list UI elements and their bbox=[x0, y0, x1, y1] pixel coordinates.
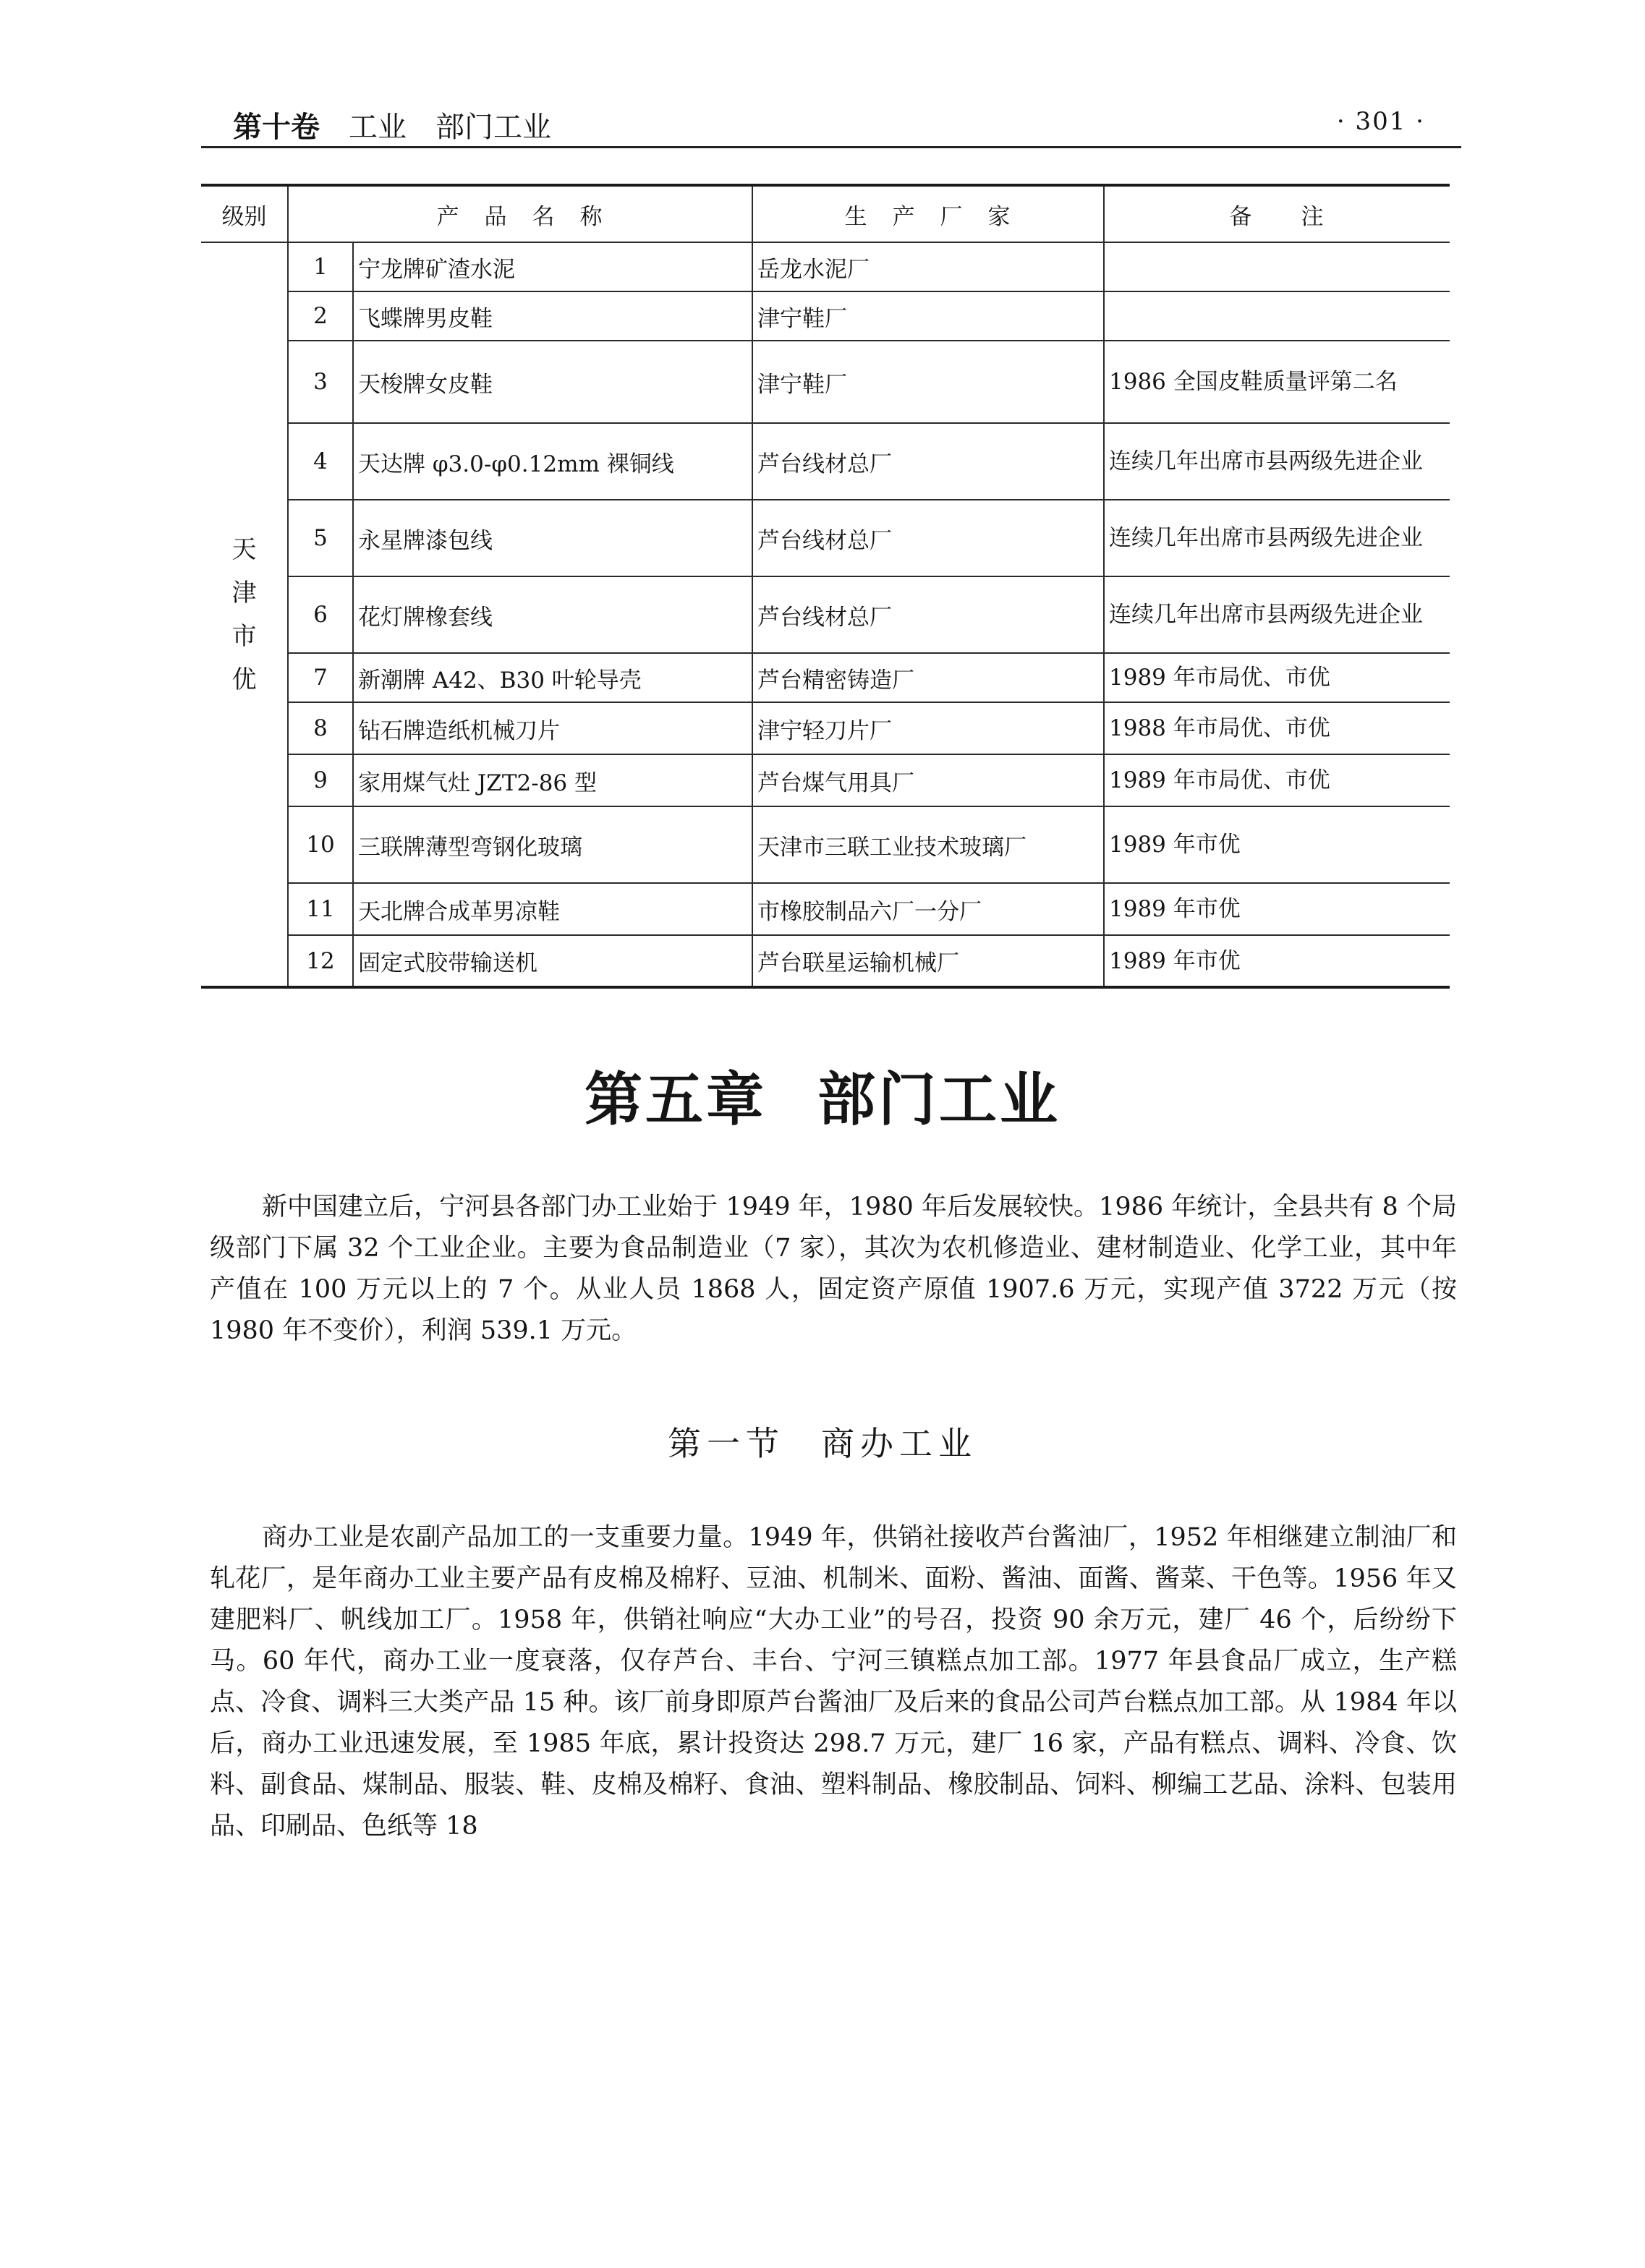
manufacturer: 津宁轻刀片厂 bbox=[752, 702, 1104, 754]
table-row bbox=[201, 806, 1450, 883]
remark bbox=[1104, 291, 1450, 341]
volume-label: 第十卷 bbox=[233, 111, 320, 144]
product-name: 天北牌合成革男凉鞋 bbox=[353, 883, 752, 935]
header-rule bbox=[201, 146, 1461, 148]
product-name: 固定式胶带输送机 bbox=[353, 935, 752, 987]
product-name: 花灯牌橡套线 bbox=[353, 576, 752, 653]
table-row bbox=[201, 754, 1450, 806]
table-row bbox=[201, 423, 1450, 500]
section-body-paragraph: 商办工业是农副产品加工的一支重要力量。1949 年，供销社接收芦台酱油厂，1952 年相继建立制油厂和轧花厂，是年商办工业主要产品有皮棉及棉籽、豆油、机制米、面粉、酱油、面酱、酱菜、干色等。1956 年又建肥料厂、帆线加工厂。1958 年，供销社响应“大办工业”的号召，投资 90 余万元，建厂 46 个，后纷纷下马。60 年代，商办工业一度衰落，仅存芦台、丰台、宁河三镇糕点加工部。1977 年县食品厂成立，生产糕点、冷食、调料三大类产品 15 种。该厂前身即原芦台酱油厂及后来的食品公司芦台糕点加工部。从 1984 年以后，商办工业迅速发展，至 1985 年底，累计投资达 298.7 万元，建厂 16 家，产品有糕点、调料、冷食、饮料、副食品、煤制品、服装、鞋、皮棉及棉籽、食油、塑料制品、橡胶制品、饲料、柳编工艺品、涂料、包装用品、印刷品、色纸等 18 bbox=[210, 1523, 1457, 1841]
section-name: 商办工业 bbox=[821, 1424, 977, 1463]
remark: 1988 年市局优、市优 bbox=[1104, 702, 1450, 754]
remark: 连续几年出席市县两级先进企业 bbox=[1104, 423, 1450, 500]
manufacturer: 芦台线材总厂 bbox=[752, 500, 1104, 576]
table-row bbox=[201, 242, 1450, 291]
manufacturer: 芦台线材总厂 bbox=[752, 576, 1104, 653]
column-header-maker: 生 产 厂 家 bbox=[752, 185, 1104, 242]
manufacturer: 津宁鞋厂 bbox=[752, 291, 1104, 341]
row-number: 6 bbox=[288, 576, 353, 653]
product-name: 天梭牌女皮鞋 bbox=[353, 341, 752, 423]
table-header-row bbox=[201, 185, 1450, 242]
row-number: 1 bbox=[288, 242, 353, 291]
running-header-title bbox=[233, 104, 551, 145]
manufacturer: 芦台联星运输机械厂 bbox=[752, 935, 1104, 987]
product-name: 三联牌薄型弯钢化玻璃 bbox=[353, 806, 752, 883]
section-label: 工业 bbox=[349, 111, 407, 144]
award-products-table bbox=[201, 184, 1450, 989]
column-header-product: 产 品 名 称 bbox=[288, 185, 752, 242]
table-row bbox=[201, 291, 1450, 341]
product-name: 家用煤气灶 JZT2-86 型 bbox=[353, 754, 752, 806]
chapter-number: 第五章 bbox=[585, 1066, 767, 1133]
remark: 1989 年市优 bbox=[1104, 806, 1450, 883]
row-number: 4 bbox=[288, 423, 353, 500]
remark: 1986 全国皮鞋质量评第二名 bbox=[1104, 341, 1450, 423]
row-number: 8 bbox=[288, 702, 353, 754]
table-row bbox=[201, 702, 1450, 754]
product-name: 宁龙牌矿渣水泥 bbox=[353, 242, 752, 291]
chapter-intro-paragraph: 新中国建立后，宁河县各部门办工业始于 1949 年，1980 年后发展较快。1986 年统计，全县共有 8 个局级部门下属 32 个工业企业。主要为食品制造业（7 家），其次为农机修造业、建材制造业、化学工业，其中年产值在 100 万元以上的 7 个。从业人员 1868 人，固定资产原值 1907.6 万元，实现产值 3722 万元（按 1980 年不变价），利润 539.1 万元。 bbox=[210, 1193, 1457, 1345]
row-number: 3 bbox=[288, 341, 353, 423]
table-row bbox=[201, 500, 1450, 576]
row-number: 11 bbox=[288, 883, 353, 935]
level-cell: 天 津 市 优 bbox=[201, 242, 288, 987]
row-number: 12 bbox=[288, 935, 353, 987]
section-number: 第一节 bbox=[668, 1424, 785, 1463]
product-name: 飞蝶牌男皮鞋 bbox=[353, 291, 752, 341]
remark: 1989 年市局优、市优 bbox=[1104, 754, 1450, 806]
chapter-name: 部门工业 bbox=[817, 1066, 1060, 1133]
manufacturer: 天津市三联工业技术玻璃厂 bbox=[752, 806, 1104, 883]
row-number: 9 bbox=[288, 754, 353, 806]
product-name: 钻石牌造纸机械刀片 bbox=[353, 702, 752, 754]
remark: 连续几年出席市县两级先进企业 bbox=[1104, 576, 1450, 653]
table-row bbox=[201, 576, 1450, 653]
remark: 1989 年市优 bbox=[1104, 883, 1450, 935]
table-row bbox=[201, 935, 1450, 987]
remark: 1989 年市局优、市优 bbox=[1104, 653, 1450, 702]
table-row bbox=[201, 653, 1450, 702]
page-number: · 301 · bbox=[1336, 107, 1425, 136]
remark: 1989 年市优 bbox=[1104, 935, 1450, 987]
manufacturer: 芦台煤气用具厂 bbox=[752, 754, 1104, 806]
manufacturer: 芦台线材总厂 bbox=[752, 423, 1104, 500]
subsection-label: 部门工业 bbox=[435, 111, 551, 144]
row-number: 5 bbox=[288, 500, 353, 576]
manufacturer: 津宁鞋厂 bbox=[752, 341, 1104, 423]
chapter-title bbox=[0, 1053, 1645, 1136]
manufacturer: 岳龙水泥厂 bbox=[752, 242, 1104, 291]
product-name: 天达牌 φ3.0-φ0.12mm 裸铜线 bbox=[353, 423, 752, 500]
product-name: 新潮牌 A42、B30 叶轮导壳 bbox=[353, 653, 752, 702]
table-row bbox=[201, 341, 1450, 423]
running-header bbox=[201, 100, 1461, 149]
product-name: 永星牌漆包线 bbox=[353, 500, 752, 576]
table-row bbox=[201, 883, 1450, 935]
remark: 连续几年出席市县两级先进企业 bbox=[1104, 500, 1450, 576]
manufacturer: 市橡胶制品六厂一分厂 bbox=[752, 883, 1104, 935]
remark bbox=[1104, 242, 1450, 291]
row-number: 10 bbox=[288, 806, 353, 883]
manufacturer: 芦台精密铸造厂 bbox=[752, 653, 1104, 702]
column-header-level: 级别 bbox=[201, 185, 288, 242]
row-number: 2 bbox=[288, 291, 353, 341]
column-header-remark: 备 注 bbox=[1104, 185, 1450, 242]
section-title bbox=[0, 1418, 1645, 1465]
row-number: 7 bbox=[288, 653, 353, 702]
